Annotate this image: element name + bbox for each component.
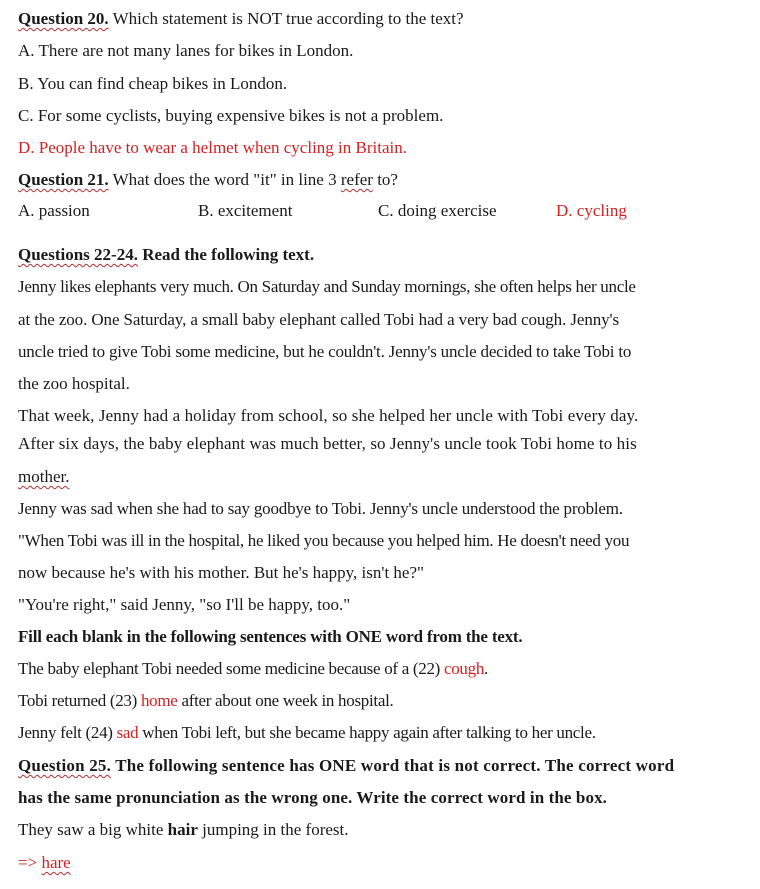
sentence-24-end: when Tobi left, but she became happy again after talking to her uncle.: [138, 723, 596, 742]
question-21-stem: [18, 169, 398, 191]
question-25-answer-line: [18, 852, 71, 874]
sentence-22-text: The baby elephant Tobi needed some medicine because of a (22): [18, 659, 444, 678]
question-21-text-before: What does the word "it" in line 3: [108, 170, 341, 189]
fill-blank-instruction: Fill each blank in the following sentences with ONE word from the text.: [18, 627, 523, 646]
question-25-stem: [18, 755, 674, 777]
passage-line: That week, Jenny had a holiday from school, so she helped her uncle with Tobi every day.: [18, 406, 639, 425]
passage-line: now because he's with his mother. But he's happy, isn't he?": [18, 563, 424, 582]
question-25-sentence-after: jumping in the forest.: [197, 820, 349, 839]
passage-line: "You're right," said Jenny, "so I'll be happy, too.": [18, 595, 351, 614]
sentence-24: [18, 722, 596, 744]
q21-option-c: C. doing exercise: [378, 201, 497, 220]
passage-line: Jenny likes elephants very much. On Saturday and Sunday mornings, she often helps her uncle: [18, 277, 636, 296]
question-25-label: Question 25.: [18, 756, 112, 775]
passage-line: "When Tobi was ill in the hospital, he liked you because you helped him. He doesn't need you: [18, 531, 630, 550]
sentence-22: [18, 658, 488, 680]
q20-option-b: B. You can find cheap bikes in London.: [18, 74, 288, 93]
passage-line: mother.: [18, 467, 70, 486]
questions-22-24-heading: [18, 244, 314, 266]
question-25-sentence-before: They saw a big white: [18, 820, 168, 839]
question-25-text: The following sentence has ONE word that is not correct. The correct word: [111, 756, 675, 775]
passage-line: After six days, the baby elephant was much better, so Jenny's uncle took Tobi home to his: [18, 434, 637, 453]
sentence-23-end: after about one week in hospital.: [177, 691, 394, 710]
passage-line: at the zoo. One Saturday, a small baby elephant called Tobi had a very bad cough. Jenny's: [18, 310, 620, 329]
q21-option-b: B. excitement: [198, 201, 293, 220]
questions-22-24-heading-rest: Read the following text.: [137, 245, 315, 264]
question-21-text-after: to?: [372, 170, 398, 189]
question-20-label: Question 20.: [18, 9, 109, 28]
question-20-text: Which statement is NOT true according to the text?: [108, 9, 464, 28]
answer-23: home: [140, 691, 178, 710]
answer-22: cough: [443, 659, 485, 678]
passage-line: the zoo hospital.: [18, 374, 130, 393]
question-25-sentence: [18, 819, 349, 841]
sentence-22-end: .: [484, 659, 488, 678]
question-25-stem-line-2: has the same pronunciation as the wrong one. Write the correct word in the box.: [18, 788, 608, 807]
q20-option-c: C. For some cyclists, buying expensive bikes is not a problem.: [18, 106, 444, 125]
answer-25: hare: [41, 853, 71, 872]
passage-line: Jenny was sad when she had to say goodbye to Tobi. Jenny's uncle understood the problem.: [18, 499, 623, 518]
answer-24: sad: [116, 723, 139, 742]
q21-option-a: A. passion: [18, 201, 90, 220]
q20-option-d-answer: D. People have to wear a helmet when cycling in Britain.: [18, 138, 407, 157]
passage-line: uncle tried to give Tobi some medicine, but he couldn't. Jenny's uncle decided to take Tobi to: [18, 342, 632, 361]
q20-option-a: A. There are not many lanes for bikes in London.: [18, 41, 354, 60]
question-21-label: Question 21.: [18, 170, 109, 189]
question-20-stem: [18, 8, 464, 30]
question-25-wrong-word: hair: [167, 820, 198, 839]
questions-22-24-label: Questions 22-24.: [18, 245, 138, 264]
q21-option-d-answer: D. cycling: [556, 201, 627, 220]
sentence-23: [18, 690, 393, 712]
answer-arrow: =>: [18, 853, 42, 872]
question-21-refer: refer: [340, 170, 373, 189]
sentence-23-text: Tobi returned (23): [18, 691, 141, 710]
sentence-24-text: Jenny felt (24): [18, 723, 117, 742]
